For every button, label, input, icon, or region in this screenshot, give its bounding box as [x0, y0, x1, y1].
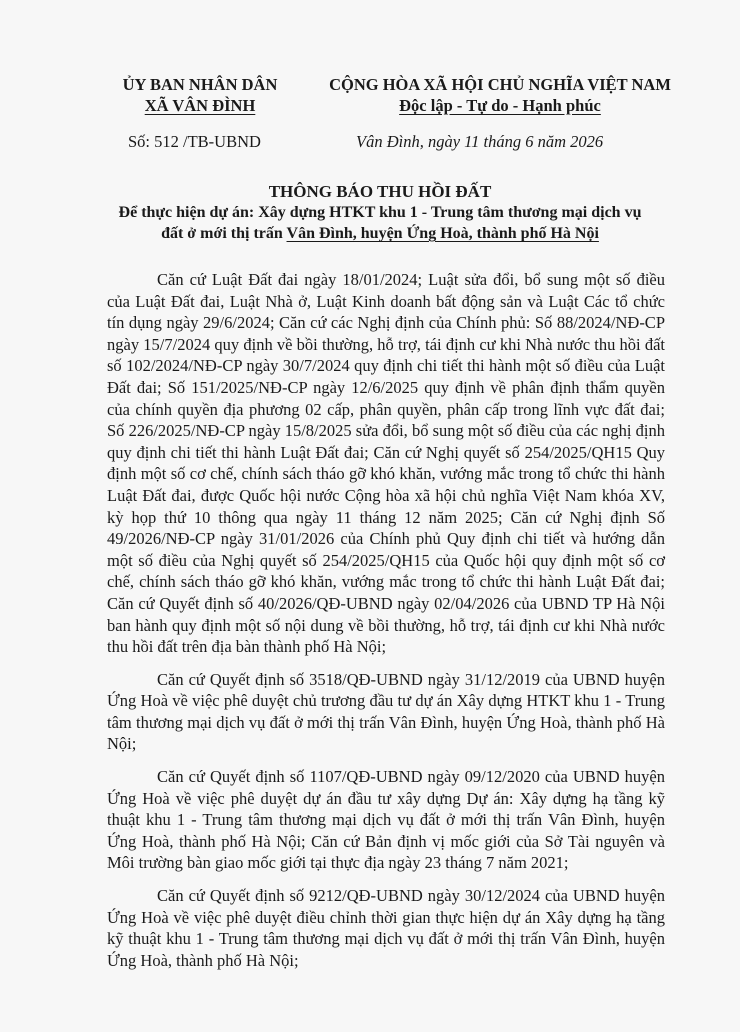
- authority-line-1: ỦY BAN NHÂN DÂN: [122, 75, 278, 94]
- body-paragraph: Căn cứ Quyết định số 3518/QĐ-UBND ngày 31/12/2019 của UBND huyện Ứng Hoà về việc phê duyệt chủ trương đầu tư dự án Xây dựng HTKT khu 1 - Trung tâm thương mại dịch vụ đất ở mới thị trấn Vân Đình, huyện Ứng Hoà, thành phố Hà Nội;: [107, 669, 665, 754]
- document-subtitle-line-2: [90, 223, 670, 244]
- document-subtitle-line-1: Để thực hiện dự án: Xây dựng HTKT khu 1 - Trung tâm thương mại dịch vụ: [118, 204, 642, 221]
- national-heading: [300, 74, 700, 116]
- document-date: Vân Đình, ngày 11 tháng 6 năm 2026: [356, 132, 604, 151]
- body-paragraph: Căn cứ Quyết định số 1107/QĐ-UBND ngày 09/12/2020 của UBND huyện Ứng Hoà về việc phê duyệt dự án đầu tư xây dựng Dự án: Xây dựng hạ tầng kỹ thuật khu 1 - Trung tâm thương mại dịch vụ đất ở mới thị trấn Vân Đình, huyện Ứng Hoà, thành phố Hà Nội; Căn cứ Bản định vị mốc giới của Sở Tài nguyên và Môi trường bàn giao mốc giới tại thực địa ngày 23 tháng 7 năm 2021;: [107, 767, 665, 873]
- document-number: Số: 512 /TB-UBND: [128, 132, 261, 151]
- document-body: [107, 269, 665, 982]
- issuing-authority: [100, 74, 300, 116]
- subtitle-line-2-location: Vân Đình, huyện Ứng Hoà, thành phố Hà Nội: [286, 225, 599, 242]
- document-title-block: [90, 181, 670, 244]
- subtitle-line-2-prefix: đất ở mới thị trấn: [161, 225, 287, 242]
- body-paragraph: Căn cứ Luật Đất đai ngày 18/01/2024; Luật sửa đổi, bổ sung một số điều của Luật Đất đai, Luật Nhà ở, Luật Kinh doanh bất động sản và Luật Các tổ chức tín dụng ngày 29/6/2024; Căn cứ các Nghị định của Chính phủ: Số 88/2024/NĐ-CP ngày 15/7/2024 quy định về bồi thường, hỗ trợ, tái định cư khi Nhà nước thu hồi đất số 102/2024/NĐ-CP ngày 30/7/2024 quy định chi tiết thi hành một số điều của Luật Đất đai; Số 151/2025/NĐ-CP ngày 12/6/2025 quy định về phân định thẩm quyền của chính quyền địa phương 02 cấp, phân quyền, phân cấp trong lĩnh vực đất đai; Số 226/2025/NĐ-CP ngày 15/8/2025 sửa đổi, bổ sung một số điều của các nghị định quy định chi tiết thi hành Luật Đất đai; Căn cứ Nghị quyết số 254/2025/QH15 Quy định một số cơ chế, chính sách tháo gỡ khó khăn, vướng mắc trong tổ chức thi hành Luật Đất đai, được Quốc hội nước Cộng hòa xã hội chủ nghĩa Việt Nam khóa XV, kỳ họp thứ 10 thông qua ngày 11 tháng 12 năm 2025; Căn cứ Nghị định Số 49/2026/NĐ-CP ngày 31/01/2026 của Chính phủ Quy định chi tiết và hướng dẫn một số điều của Nghị quyết số 254/2025/QH15 của Quốc hội quy định một số cơ chế, chính sách tháo gỡ khó khăn, vướng mắc trong tổ chức thi hành Luật Đất đai; Căn cứ Quyết định số 40/2026/QĐ-UBND ngày 02/04/2026 của UBND TP Hà Nội ban hành quy định một số nội dung về bồi thường, hỗ trợ, tái định cư khi Nhà nước thu hồi đất trên địa bàn thành phố Hà Nội;: [107, 270, 665, 657]
- body-paragraph: Căn cứ Quyết định số 9212/QĐ-UBND ngày 30/12/2024 của UBND huyện Ứng Hoà về việc phê duyệt điều chỉnh thời gian thực hiện dự án Xây dựng hạ tầng kỹ thuật khu 1 - Trung tâm thương mại dịch vụ đất ở mới thị trấn Vân Đình, huyện Ứng Hoà, thành phố Hà Nội;: [107, 886, 665, 970]
- country-name: CỘNG HÒA XÃ HỘI CHỦ NGHĨA VIỆT NAM: [329, 75, 671, 94]
- document-title: THÔNG BÁO THU HỒI ĐẤT: [268, 182, 492, 201]
- authority-line-2: XÃ VÂN ĐÌNH: [144, 96, 256, 115]
- national-motto: Độc lập - Tự do - Hạnh phúc: [399, 96, 601, 115]
